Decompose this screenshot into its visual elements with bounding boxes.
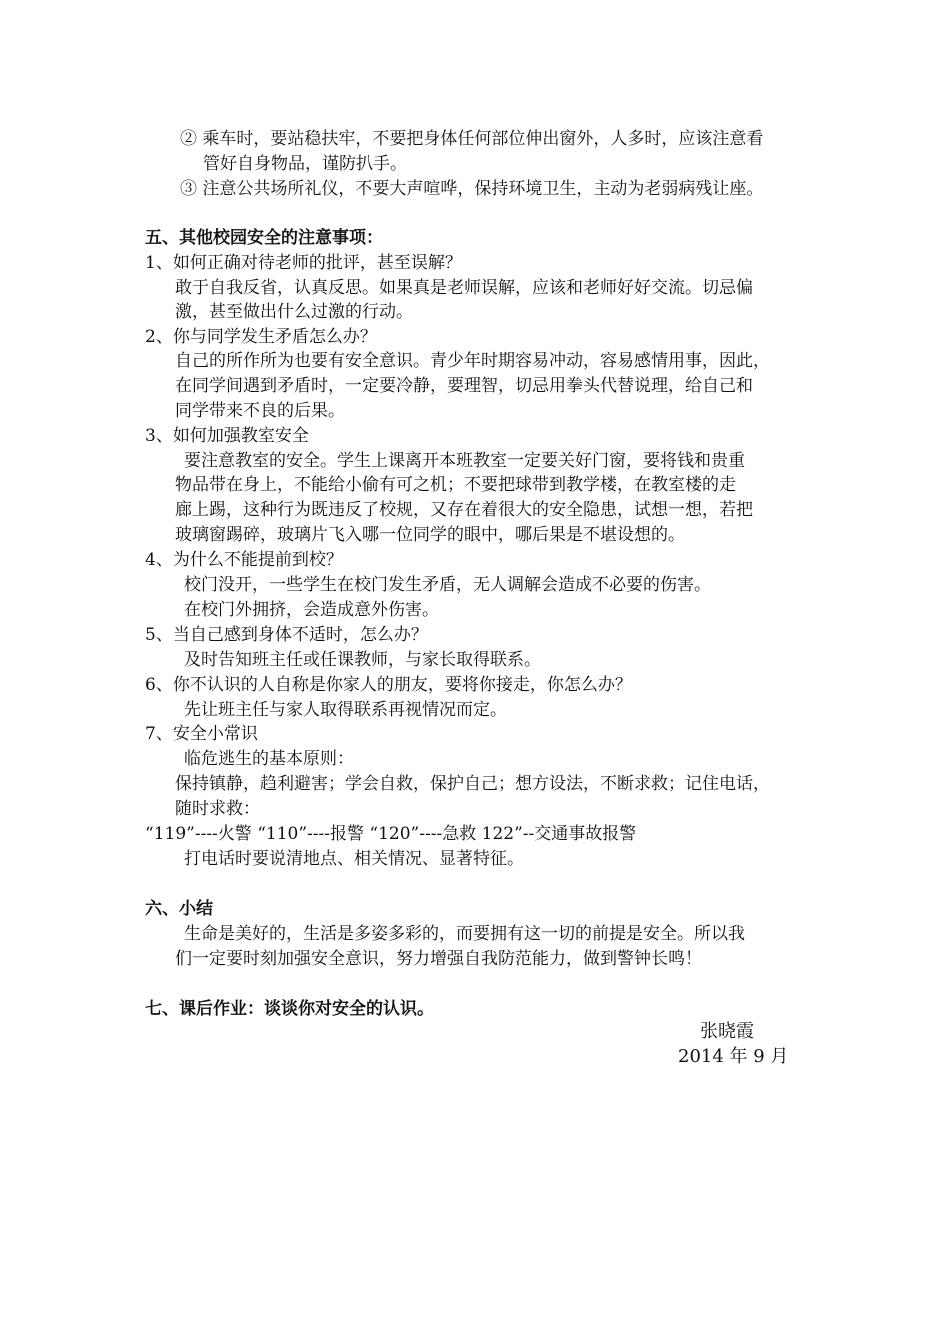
question-5: 5、当自己感到身体不适时，怎么办？ [145, 625, 428, 645]
summary-line-2: 们一定要时刻加强安全意识，努力增强自我防范能力，做到警钟长鸣！ [175, 949, 702, 969]
answer-1-line-1: 敢于自我反省，认真反思。如果真是老师误解，应该和老师好好交流。切忌偏 [175, 278, 753, 298]
answer-3-line-3: 廊上踢，这种行为既违反了校规，又存在着很大的安全隐患，试想一想，若把 [175, 500, 753, 520]
answer-2-line-2: 在同学间遇到矛盾时，一定要冷静，要理智，切忌用拳头代替说理，给自己和 [175, 376, 753, 396]
question-2: 2、你与同学发生矛盾怎么办？ [145, 327, 377, 347]
answer-2-line-3: 同学带来不良的后果。 [175, 401, 345, 421]
answer-3-line-1: 要注意教室的安全。学生上课离开本班教室一定要关好门窗，要将钱和贵重 [184, 451, 745, 471]
answer-7-line-5: 打电话时要说清地点、相关情况、显著特征。 [184, 849, 524, 869]
question-6: 6、你不认识的人自称是你家人的朋友，要将你接走，你怎么办？ [145, 675, 632, 695]
author-name: 张晓霞 [700, 1021, 754, 1042]
section-6-heading: 六、小结 [145, 899, 213, 919]
answer-3-line-4: 玻璃窗踢碎，玻璃片飞入哪一位同学的眼中，哪后果是不堪设想的。 [175, 525, 685, 545]
question-4: 4、为什么不能提前到校？ [145, 550, 343, 570]
question-7: 7、安全小常识 [145, 724, 258, 744]
answer-7-line-3: 随时求救： [175, 799, 260, 819]
answer-4-line-2: 在校门外拥挤，会造成意外伤害。 [184, 600, 439, 620]
answer-4-line-1: 校门没开，一些学生在校门发生矛盾，无人调解会造成不必要的伤害。 [184, 575, 711, 595]
question-3: 3、如何加强教室安全 [145, 426, 309, 446]
answer-7-line-1: 临危逃生的基本原则： [184, 749, 354, 769]
emergency-numbers: “119”----火警 “110”----报警 “120”----急救 122”--交通事故报警 [145, 824, 637, 844]
section-5-heading: 五、其他校园安全的注意事项： [145, 228, 383, 248]
signature-date: 2014 年 9 月 [678, 1046, 789, 1067]
answer-2-line-1: 自己的所作所为也要有安全意识。青少年时期容易冲动，容易感情用事，因此， [175, 351, 770, 371]
transport-item-2-line-2: 管好自身物品，谨防扒手。 [203, 154, 407, 174]
answer-1-line-2: 激，甚至做出什么过激的行动。 [175, 302, 413, 322]
answer-7-line-2: 保持镇静，趋利避害；学会自救，保护自己；想方设法，不断求救；记住电话， [175, 774, 770, 794]
answer-5-line-1: 及时告知班主任或任课教师，与家长取得联系。 [184, 650, 541, 670]
transport-item-3: ③ 注意公共场所礼仪，不要大声喧哗，保持环境卫生，主动为老弱病残让座。 [180, 179, 764, 199]
question-1: 1、如何正确对待老师的批评，甚至误解？ [145, 253, 462, 273]
answer-6-line-1: 先让班主任与家人取得联系再视情况而定。 [184, 700, 507, 720]
summary-line-1: 生命是美好的，生活是多姿多彩的，而要拥有这一切的前提是安全。所以我 [184, 924, 745, 944]
section-7-heading: 七、课后作业：谈谈你对安全的认识。 [145, 999, 434, 1019]
transport-item-2-line-1: ② 乘车时，要站稳扶牢，不要把身体任何部位伸出窗外，人多时，应该注意看 [180, 129, 764, 149]
answer-3-line-2: 物品带在身上，不能给小偷有可之机；不要把球带到教学楼，在教室楼的走 [175, 475, 736, 495]
